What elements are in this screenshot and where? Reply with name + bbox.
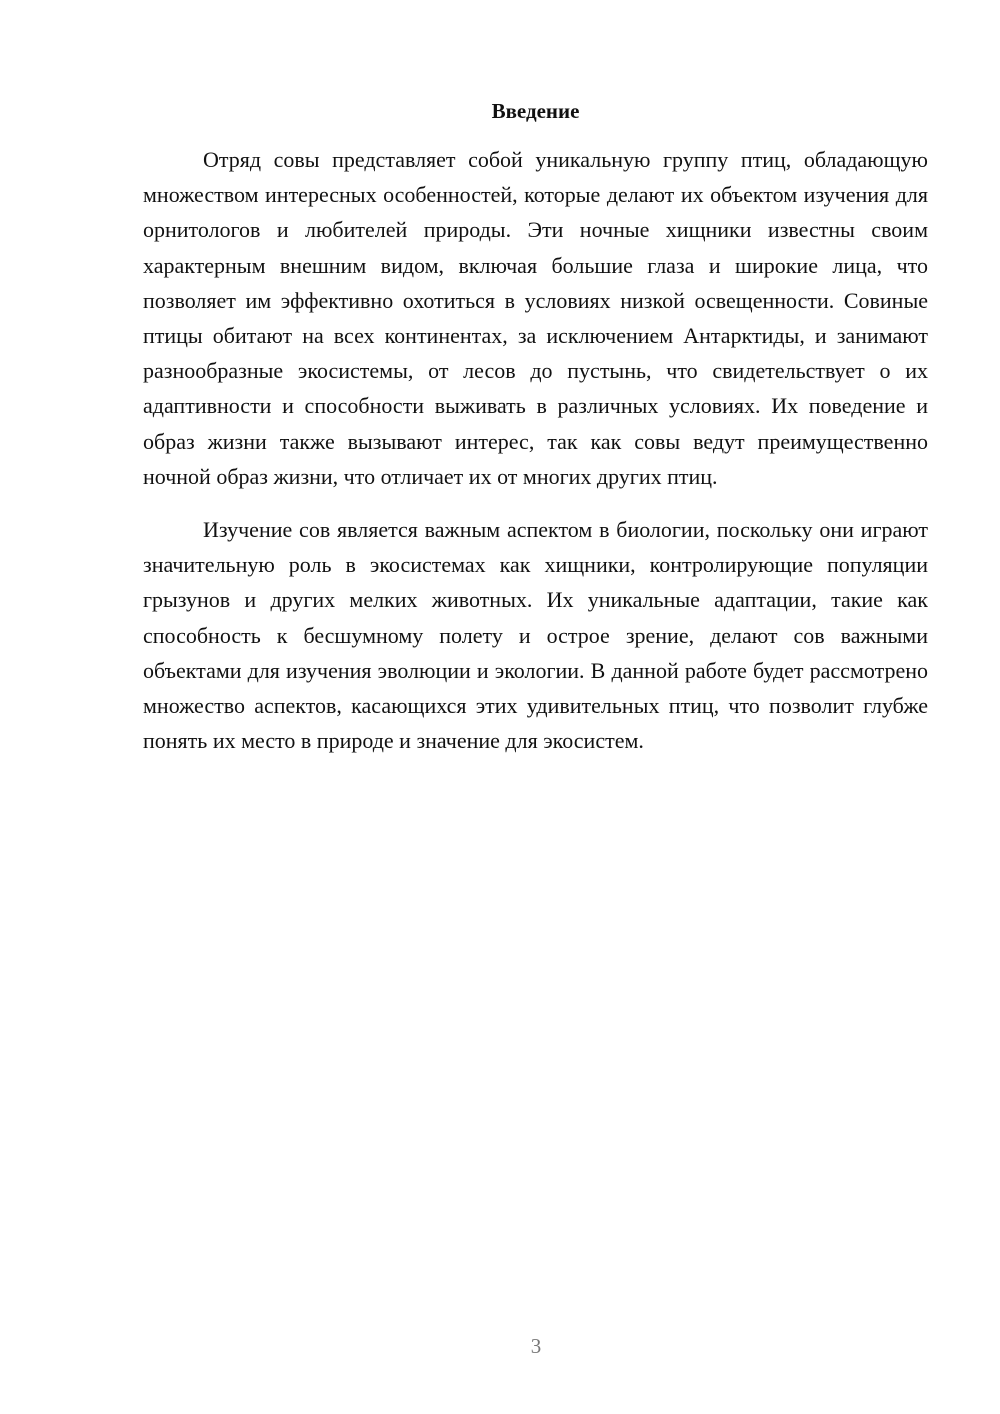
paragraph-1: Отряд совы представляет собой уникальную группу птиц, обладающую множеством интересных особенностей, которые делают их объектом изучения для орнитологов и любителей природы. Эти ночные хищники известны своим характерным внешним видом, включая большие глаза и широкие лица, что позволяет им эффективно охотиться в условиях низкой освещенности. Совиные птицы обитают на всех континентах, за исключением Антарктиды, и занимают разнообразные экосистемы, от лесов до пустынь, что свидетельствует о их адаптивности и способности выживать в различных условиях. Их поведение и образ жизни также вызывают интерес, так как совы ведут преимущественно ночной образ жизни, что отличает их от многих других птиц. xyxy=(143,147,928,489)
page-number: 3 xyxy=(530,1334,542,1358)
section-heading: Введение xyxy=(491,99,580,123)
body-text xyxy=(143,142,928,758)
paragraph-2: Изучение сов является важным аспектом в биологии, поскольку они играют значительную роль в экосистемах как хищники, контролирующие популяции грызунов и других мелких животных. Их уникальные адаптации, такие как способность к бесшумному полету и острое зрение, делают сов важными объектами для изучения эволюции и экологии. В данной работе будет рассмотрено множество аспектов, касающихся этих удивительных птиц, что позволит глубже понять их место в природе и значение для экосистем. xyxy=(143,517,928,754)
